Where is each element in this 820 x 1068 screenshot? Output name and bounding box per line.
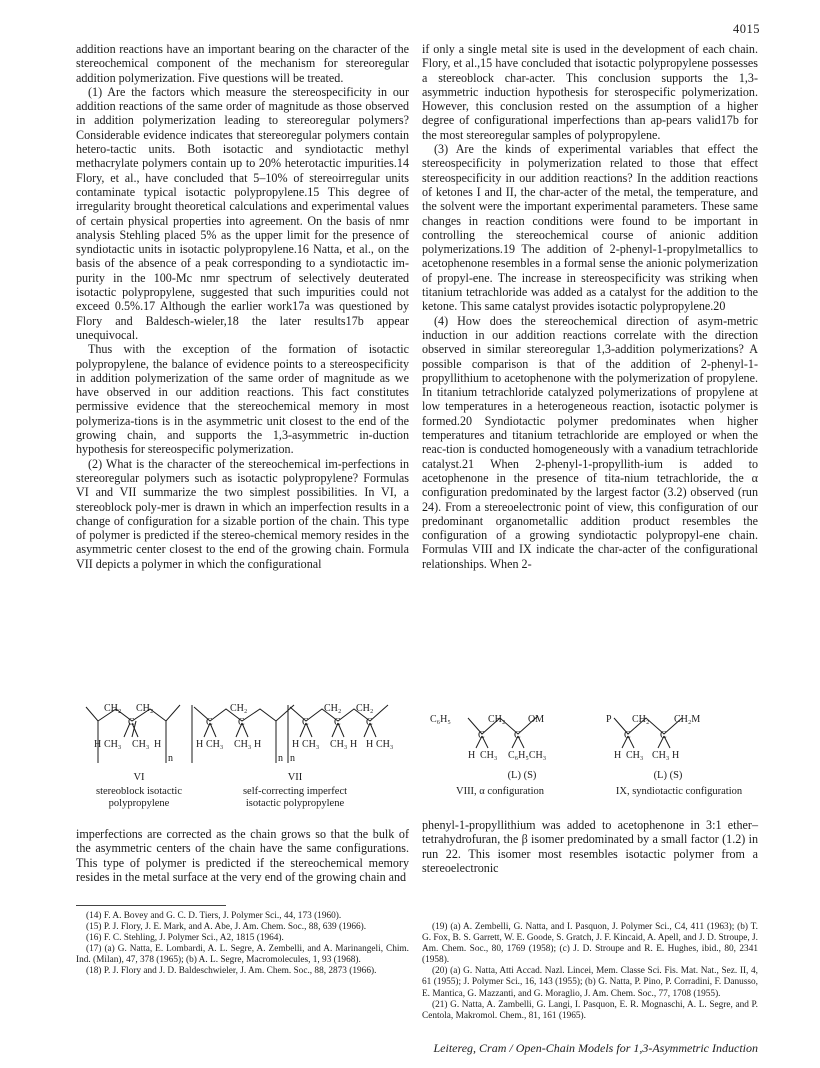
formula-label: C (514, 730, 521, 741)
paragraph: (4) How does the stereochemical direction of asym-metric induction in our addition reactions correlate with the direction observed in similar stereoregular 1,3-addition polymerizations? A possible comparison is that of the addition of 2-phenyl-1-propyllithium to acetophenone with the polymerization of propylene. In titanium tetrachloride catalyzed polymerizations of propylene at low temperatures in a heterogeneous reaction, isotactic polymer is formed.20 Syndiotactic polymer predominates when higher temperatures and titanium tetrachloride are employed or when the reac-tion is conducted homogeneously with a vanadium tetrachloride catalyst.21 When 2-phenyl-1-propyllith-ium is added to acetophenone in the presence of tita-nium tetrachloride, the α configuration predominated by the largest factor (3.2) observed (run 24). From a stereoelectronic point of view, this configuration of our predominant organometallic addition product resembles the configuration of a growing syndiotactic polypropyl-ene chain. Formulas VIII and IX indicate the char-acter of the configurational relationships. When 2- (422, 313, 758, 571)
formula-label: H (350, 739, 358, 750)
paragraph: (3) Are the kinds of experimental variables that effect the stereospecificity in polymerization related to those that effect stereospecificity in our addition reactions? In the addition reactions of ketones I and II, the char-acter of the metal, the temperature, and the solvent were the important experimental parameters. These same changes in reaction conditions were found to be important in controlling the stereochemical course of anionic addition polymerizations.19 The addition of 2-phenyl-1-propylmetallics to acetophenone resembles in a formal sense the anionic polymerization of propyl-ene. The increase in stereospecificity was striking when titanium tetrachloride was added as a catalyst for the addition to the ketone. This same catalyst provides isotactic polypropylene.20 (422, 142, 758, 314)
footnote: (16) F. C. Stehling, J. Polymer Sci., A2, 1815 (1964). (86, 933, 284, 944)
formula-viii-caption: VIII, α configuration (455, 786, 544, 797)
page-number: 4015 (733, 22, 760, 36)
formula-label: CH₃ (330, 739, 348, 750)
formula-label: C (366, 717, 373, 728)
right-column-top (422, 42, 758, 571)
formula-label: CH₂ (136, 703, 154, 714)
formula-label: CH₃ (376, 739, 394, 750)
formula-label: CH₃ (480, 750, 498, 761)
formula-label: CH₃ (234, 739, 252, 750)
formula-label: C (128, 717, 135, 728)
footnote: (21) G. Natta, A. Zambelli, G. Langi, I. Pasquon, E. R. Mognaschi, A. L. Segre, and P. Centola, Makromol. Chem., 81, 161 (1965). (422, 999, 758, 1021)
formula-ix-caption: IX, syndiotactic configuration (615, 786, 743, 797)
formula-label: CH₂ (356, 703, 374, 714)
formula-label: CH₂ (324, 703, 342, 714)
footnote: (14) F. A. Bovey and G. C. D. Tiers, J. Polymer Sci., 44, 173 (1960). (86, 911, 342, 921)
formula-label: CH₃ (652, 750, 670, 761)
formula-label: C₆H₅ (430, 714, 451, 725)
formula-label: P (606, 714, 612, 725)
paragraph: phenyl-1-propyllithium was added to acetophenone in 3:1 ether–tetrahydrofuran, the β isomer predominated by a small factor (1.2) in run 22. This isomer most resembles isotactic polymer from a stereoelectronic (422, 818, 758, 875)
paragraph: if only a single metal site is used in the development of each chain. Flory, et al.,15 have concluded that isotactic polypropylene possesses a stereoblock char-acter. This conclusion supports the 1,3-asymmetric induction hypothesis for sterospecific polymerization. However, this conclusion rested on the assumption of a higher degree of configurational imperfections than ap-pears valid17b for the most stereoregular samples of polypropylene. (422, 42, 758, 142)
formula-label: C₆H₅CH₃ (508, 750, 547, 761)
footnote: (19) (a) A. Zembelli, G. Natta, and I. Pasquon, J. Polymer Sci., C4, 411 (1963); (b) T. G. Fox, B. S. Garrett, W. E. Goode, S. Gratch, J. F. Kincaid, A. Apell, and J. D. Stroupe, J. Am. Chem. Soc., 80, 1769 (1958); (c) J. D. Stroupe and R. E. Hughes, ibid., 80, 2341 (1958). (422, 922, 758, 966)
formula-label: C (206, 717, 213, 728)
formula-vi-vii-diagram (84, 701, 406, 767)
formula-label: C (238, 717, 245, 728)
footnote-rule (76, 905, 226, 906)
footnote: (17) (a) G. Natta, E. Lombardi, A. L. Segre, A. Zembelli, and A. Marinangeli, Chim. Ind. (Milan), 47, 378 (1965); (b) A. L. Segre, Macromolecules, 1, 93 (1968). (76, 944, 409, 966)
paragraph: Thus with the exception of the formation of isotactic polypropylene, the balance of evidence points to a stereospecificity in addition polymerization of the same order of magnitude as we have observed in our addition reactions. This fact constitutes permissive evidence that the stereochemical memory in most polymeriza-tions is in the asymmetric unit closest to the end of the growing chain, and supports the 1,3-asymmetric in-duction hypothesis for stereospecific polymerization. (76, 342, 409, 457)
formula-label: C (334, 717, 341, 728)
formula-label: H (94, 739, 102, 750)
formula-label: CH₂ (488, 714, 506, 725)
formula-label: H (614, 750, 622, 761)
formula-label: H (672, 750, 680, 761)
formula-label: C (478, 730, 485, 741)
formula-vii-caption: self-correcting imperfect isotactic polypropylene (242, 786, 348, 809)
formula-vi-caption: stereoblock isotactic polypropylene (95, 786, 182, 809)
formula-label: H (366, 739, 374, 750)
formula-label: OM (528, 714, 545, 725)
running-footer: Leitereg, Cram / Open-Chain Models for 1,3-Asymmetric Induction (433, 1041, 758, 1055)
formula-label: H (254, 739, 262, 750)
right-column-bottom (422, 818, 758, 875)
formula-viii-ix-diagram (428, 708, 758, 768)
formula-label: H (154, 739, 162, 750)
formula-label: H (468, 750, 476, 761)
formula-label: H (196, 739, 204, 750)
formula-vi-label: VI (133, 772, 145, 783)
left-column-top (76, 42, 409, 571)
formula-label: H (292, 739, 300, 750)
formula-ix-ls: (L) (S) (653, 770, 683, 781)
formula-label: CH₂M (674, 714, 701, 725)
formula-viii-ls: (L) (S) (507, 770, 537, 781)
formula-label: CH₃ (302, 739, 320, 750)
formula-label: C (660, 730, 667, 741)
formula-label: CH₃ (132, 739, 150, 750)
formula-label: CH₃ (626, 750, 644, 761)
left-column-bottom (76, 827, 409, 884)
formula-label: CH₃ (104, 739, 122, 750)
paragraph: (1) Are the factors which measure the stereospecificity in our addition reactions of the same order of magnitude as those observed in addition polymerization leading to stereoregular polymers? Considerable evidence indicates that stereoregular polymers contain hetero-tactic units. Both isotactic and syndiotactic methyl methacrylate polymers contain up to 20% heterotactic impurities.14 Flory, et al., have concluded that 5–10% of stereoirregular units contaminate typical isotactic polypropylene.15 This degree of irregularity brought theoretical calculations and experimental values of certain physical properties into agreement. On the basis of nmr analysis Stehling placed 5% as the upper limit for the presence of syndiotactic units in isotactic polypropylene.16 Natta, et al., on the basis of the absence of a peak corresponding to a syndiotactic im-purity in the 100-Mc nmr spectrum of selectively deuterated isotactic polypropylene, suggested that such impurities could not exceed 0.5%.17 Although the earlier work17a was questioned by Flory and Baldesch-wieler,18 the later results17b appear unequivocal. (76, 84, 409, 342)
formula-label: CH₂ (632, 714, 650, 725)
formula-label: n (290, 753, 295, 764)
formula-label: C (302, 717, 309, 728)
paragraph: (2) What is the character of the stereochemical im-perfections in stereoregular polymers such as isotactic polypropylene? Formulas VI and VII summarize the two simplest possibilities. In VI, a stereoblock poly-mer is drawn in which an imperfection results in a change of configuration for a sizable portion of the chain. This type of polymer is predicted if the stereo-chemical memory resides in the asymmetric center closest to the end of the growing chain. Formula VII depicts a polymer in which the configurational (76, 456, 409, 571)
paragraph: imperfections are corrected as the chain grows so that the bulk of the asymmetric centers of the chain have the same configurations. This type of polymer is predicted if the stereochemical memory resides in the metal surface at the very end of the growing chain and (76, 827, 409, 884)
footnote: (15) P. J. Flory, J. E. Mark, and A. Abe, J. Am. Chem. Soc., 88, 639 (1966). (86, 922, 367, 933)
footnote: (20) (a) G. Natta, Atti Accad. Nazl. Lincei, Mem. Classe Sci. Fis. Mat. Nat., Sez. II, 4, 61 (1955); J. Polymer Sci., 16, 143 (1955); (b) G. Natta, P. Pino, P. Corradini, F. Danusso, E. Mantica, G. Mazzanti, and G. Moraglio, J. Am. Chem. Soc., 77, 1708 (1955). (422, 966, 758, 999)
formula-label: CH₂ (230, 703, 248, 714)
footnote: (18) P. J. Flory and J. D. Baldeschwieler, J. Am. Chem. Soc., 88, 2873 (1966). (86, 966, 377, 977)
footnotes-right (422, 922, 758, 1022)
paragraph: addition reactions have an important bearing on the character of the stereochemical component of the mechanism for stereoregular addition polymerization. Five questions will be treated. (76, 42, 409, 85)
formula-label: CH₂ (104, 703, 122, 714)
formula-label: n (168, 753, 173, 764)
footnotes-left (76, 911, 409, 978)
formula-label: n (278, 753, 283, 764)
formula-label: C (624, 730, 631, 741)
formula-vii-label: VII (287, 772, 303, 783)
formula-label: CH₃ (206, 739, 224, 750)
